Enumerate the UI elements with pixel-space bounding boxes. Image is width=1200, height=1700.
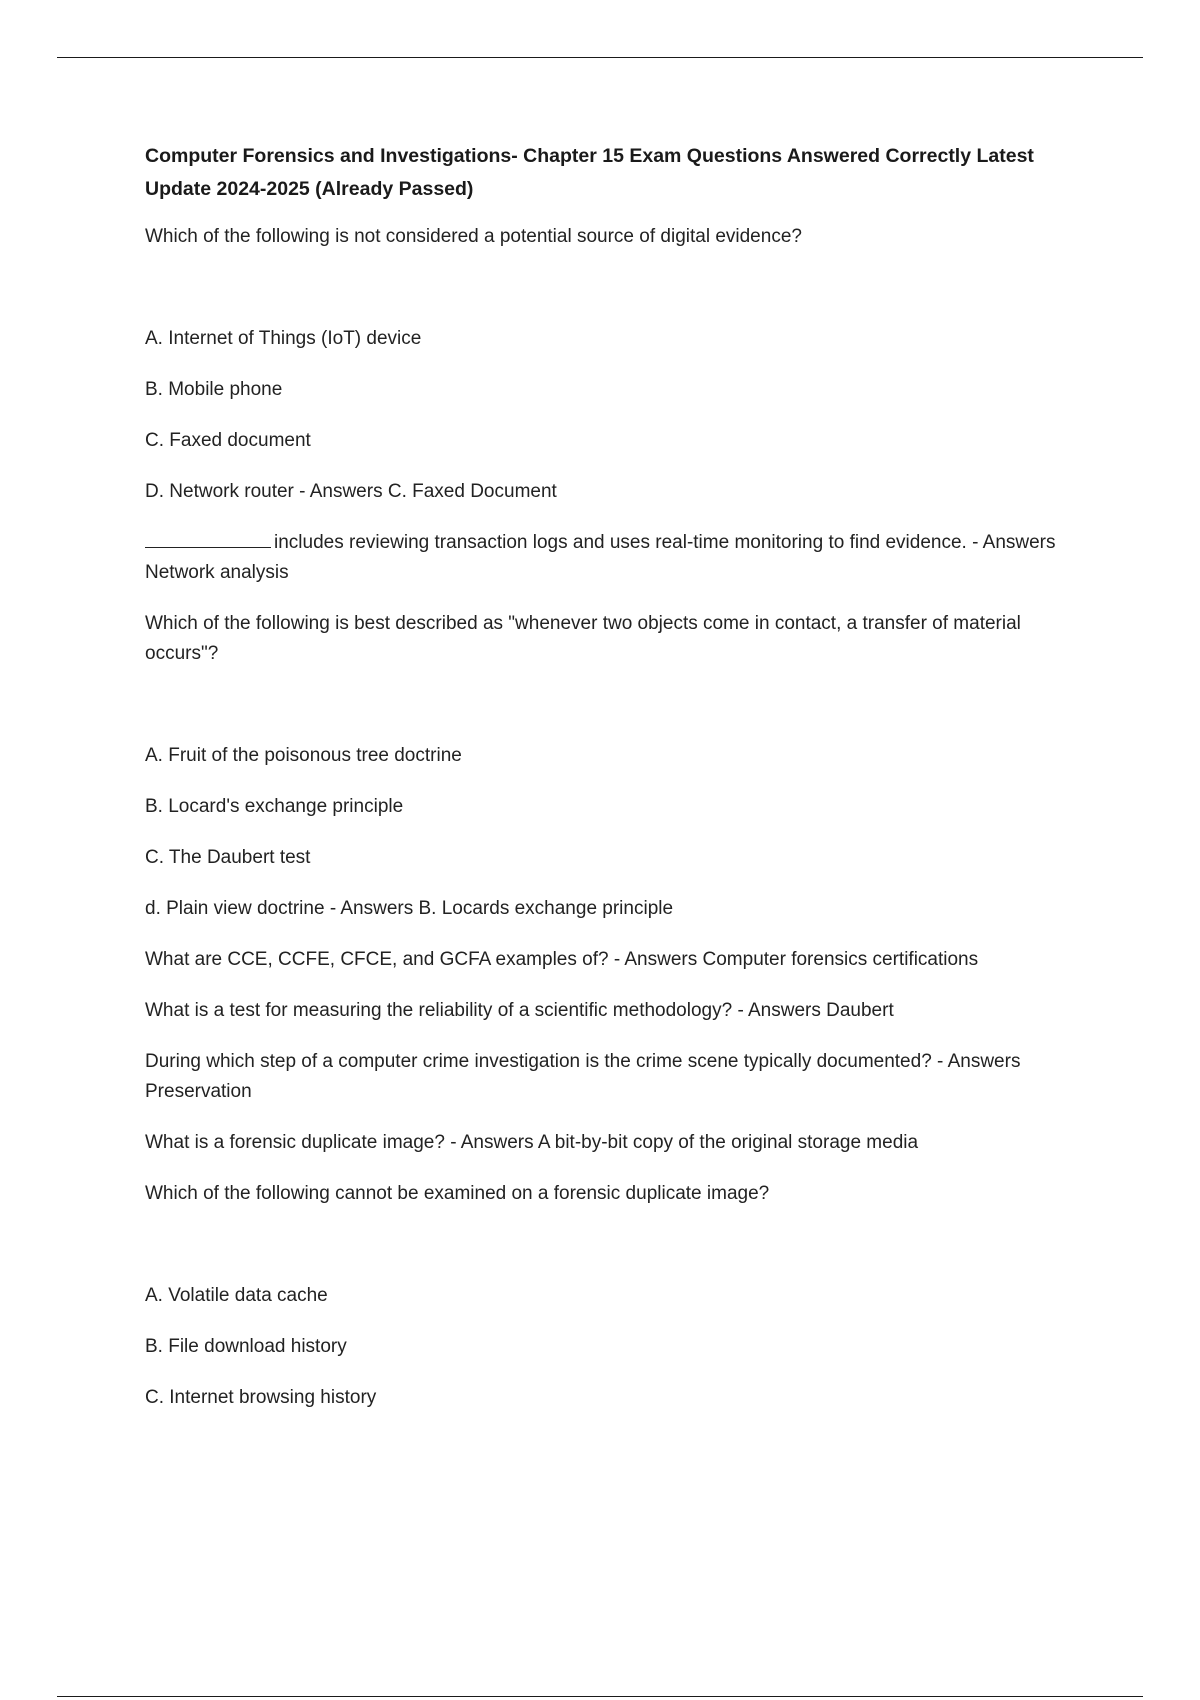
top-rule	[57, 57, 1143, 58]
q1-option-b: B. Mobile phone	[145, 379, 283, 400]
question-3: Which of the following is best described as "whenever two objects come in contact, a transfer of material occurs"?	[145, 613, 1021, 664]
spacer	[145, 273, 1095, 324]
document-title: Computer Forensics and Investigations- Chapter 15 Exam Questions Answered Correctly Latest Update 2024-2025 (Already Passed)	[145, 145, 1034, 200]
question-2	[145, 528, 1095, 588]
bottom-rule	[57, 1696, 1143, 1697]
q3-option-c: C. The Daubert test	[145, 847, 311, 868]
spacer	[145, 690, 1095, 741]
question-5: What is a test for measuring the reliability of a scientific methodology? - Answers Daubert	[145, 1000, 894, 1021]
q8-option-a: A. Volatile data cache	[145, 1285, 328, 1306]
q8-option-c: C. Internet browsing history	[145, 1387, 377, 1408]
q1-option-d: D. Network router - Answers C. Faxed Document	[145, 481, 557, 502]
question-2-text: includes reviewing transaction logs and uses real-time monitoring to find evidence. - Answers Network analysis	[145, 532, 1056, 583]
question-6: During which step of a computer crime investigation is the crime scene typically documented? - Answers Preservation	[145, 1051, 1021, 1102]
q3-option-b: B. Locard's exchange principle	[145, 796, 404, 817]
q1-option-c: C. Faxed document	[145, 430, 311, 451]
q8-option-b: B. File download history	[145, 1336, 347, 1357]
q3-option-d: d. Plain view doctrine - Answers B. Locards exchange principle	[145, 898, 674, 919]
q1-option-a: A. Internet of Things (IoT) device	[145, 328, 422, 349]
spacer	[145, 1230, 1095, 1281]
document-body	[145, 140, 1095, 1434]
fill-in-blank	[145, 528, 271, 548]
question-1: Which of the following is not considered a potential source of digital evidence?	[145, 226, 802, 247]
question-8: Which of the following cannot be examined on a forensic duplicate image?	[145, 1183, 770, 1204]
question-7: What is a forensic duplicate image? - Answers A bit-by-bit copy of the original storage media	[145, 1132, 919, 1153]
q3-option-a: A. Fruit of the poisonous tree doctrine	[145, 745, 462, 766]
question-4: What are CCE, CCFE, CFCE, and GCFA examples of? - Answers Computer forensics certifications	[145, 949, 979, 970]
